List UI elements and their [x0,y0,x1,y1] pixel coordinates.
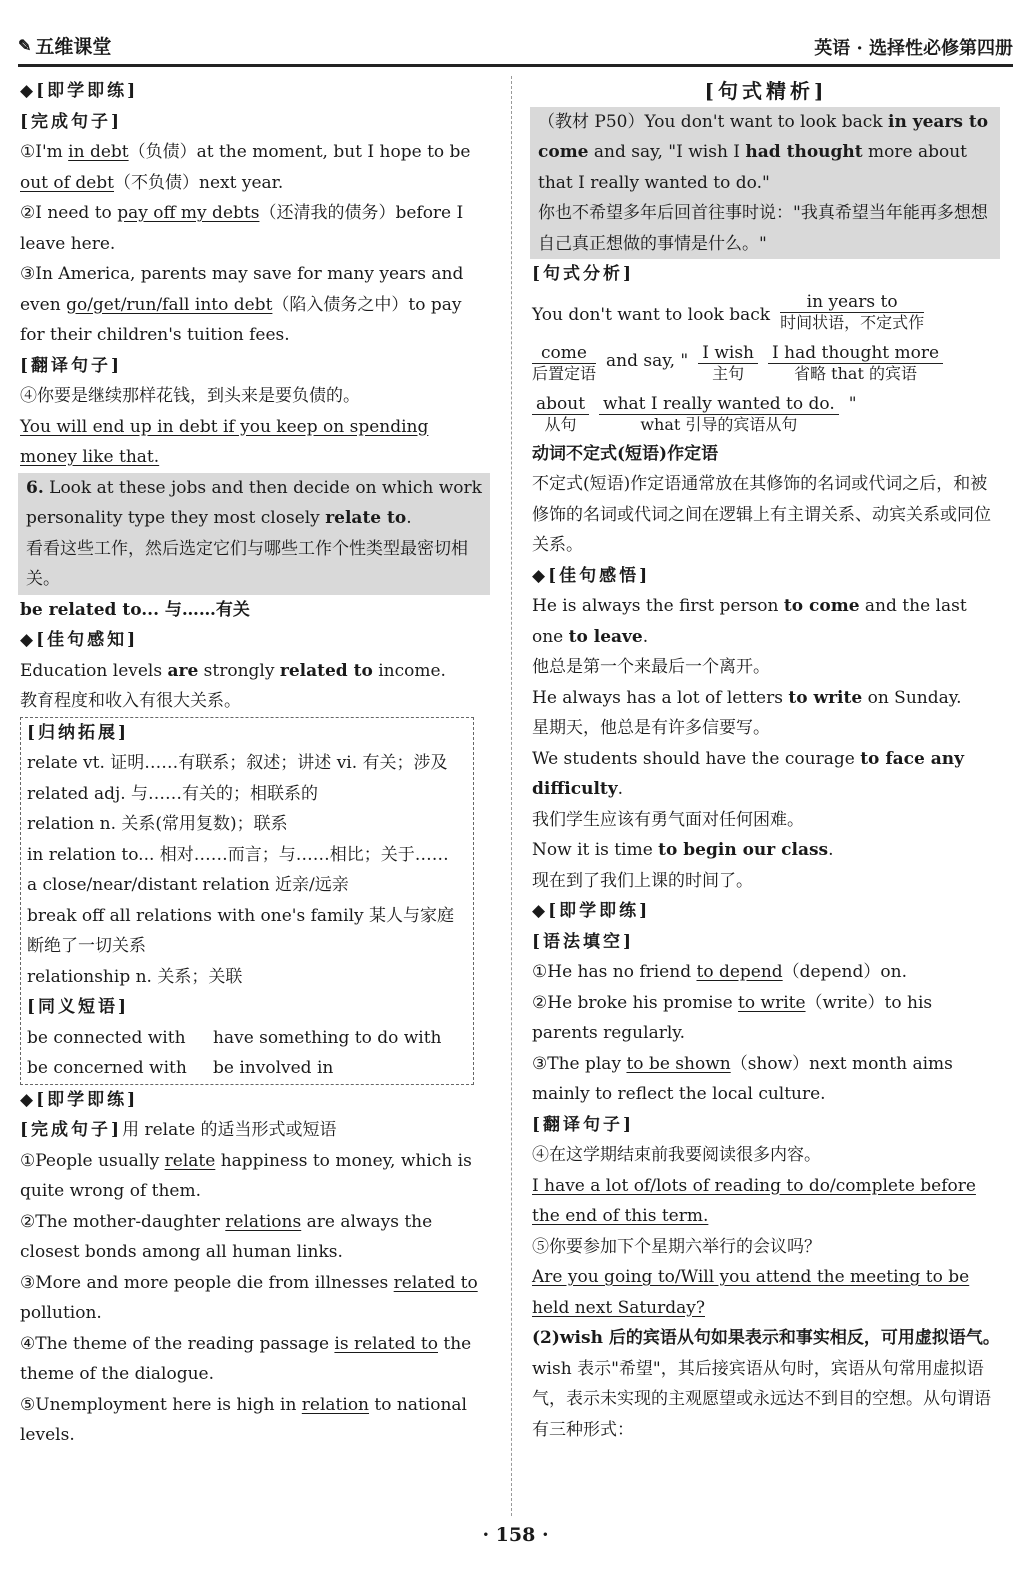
sub-tag: [句式分析] [532,264,635,284]
instruction: [完成句子]用 relate 的适当形式或短语 [20,1120,337,1140]
exercise-4: ④你要是继续那样花钱，到头来是要负债的。 [20,386,360,406]
exercise-2: ②I need to pay off my debts（还清我的债务）before I leave here. [20,203,464,254]
translate-5-answer: Are you going to/Will you attend the meeting to be held next Saturday? [532,1267,970,1318]
example-3-cn: 我们学生应该有勇气面对任何困难。 [532,809,804,830]
box-line: relation n. 关系(常用复数)；联系 [27,814,288,834]
box-line: relationship n. 关系；关联 [27,966,243,987]
answer: in debt [68,142,129,162]
item6-translation: 看看这些工作，然后选定它们与哪些工作个性类型最密切相关。 [26,538,468,589]
quote-translation: 你也不希望多年后回首往事时说："我真希望当年能再多想想自己真正想做的事情是什么。" [538,203,988,254]
right-column [532,76,1000,1445]
relate-exercise-5: ⑤Unemployment here is high in relation to national levels. [20,1394,467,1445]
section-tag: ◆[即学即练] [20,81,139,101]
answer: pay off my debts [117,203,260,223]
key-phrase: be related to... 与……有关 [20,599,250,620]
answer-4: You will end up in debt if you keep on spending money like that. [20,416,429,467]
analysis-line-3: about 从句 what I really wanted to do. what 引导的宾语从句 " [532,394,1000,435]
sub-tag: [翻译句子] [532,1114,635,1135]
example-1: He is always the first person to come and the last one to leave. [532,596,967,647]
analysis-line-1: You don't want to look back in years to 时间状语，不定式作 [532,291,925,332]
box-line: in relation to... 相对……而言；与……相比；关于…… [27,844,449,865]
summary-box [20,717,474,1085]
rule-title: 动词不定式(短语)作定语 [532,443,719,464]
section-tag: ◆[佳句感知] [20,630,139,650]
answer: out of debt [20,172,115,193]
sub-tag: [翻译句子] [20,355,123,376]
pencil-icon: ✎ [18,36,32,55]
example-sentence: Education levels are strongly related to income. [20,660,446,681]
brand-title: 五维课堂 [35,36,112,58]
wish-body: wish 表示"希望"，其后接宾语从句时，宾语从句常用虚拟语气，表示未实现的主观愿望或永远达不到目的空想。从句谓语有三种形式： [532,1358,991,1440]
example-3: We students should have the courage to face any difficulty. [532,748,964,799]
left-column [20,76,490,1451]
box-line: related adj. 与……有关的；相联系的 [27,783,319,804]
grammar-1: ①He has no friend to depend（depend）on. [532,962,907,982]
page-number: · 158 · [482,1524,549,1546]
translate-4-answer: I have a lot of/lots of reading to do/complete before the end of this term. [532,1175,976,1226]
synonym-row: be connected with have something to do with [27,1027,442,1048]
relate-exercise-1: ①People usually relate happiness to money, which is quite wrong of them. [20,1150,472,1201]
example-2: He always has a lot of letters to write on Sunday. [532,687,962,708]
section-title: [句式精析] [704,79,828,103]
textbook-quote: （教材 P50）You don't want to look back in years to come and say, "I wish I had thought more about that I really wanted to do." 你也不希望多年后回首往事时说："我真希望当年能再多想想自己真正想做的事情是什么。" [530,107,1000,260]
exercise-1: ①I'm in debt（负债）at the moment, but I hope to be out of debt（不负债）next year. [20,142,471,193]
synonym-row: be concerned with be involved in [27,1058,334,1078]
example-translation: 教育程度和收入有很大关系。 [20,691,241,711]
box-line: relate vt. 证明……有联系；叙述；讲述 vi. 有关；涉及 [27,753,448,773]
grammar-2: ②He broke his promise to write（write）to his parents regularly. [532,992,933,1043]
box-line: break off all relations with one's family 某人与家庭断绝了一切关系 [27,905,455,956]
translate-5: ⑤你要参加下个星期六举行的会议吗？ [532,1236,821,1257]
wish-title: (2)wish 后的宾语从句如果表示和事实相反，可用虚拟语气。 [532,1328,1000,1348]
section-tag: ◆[即学即练] [532,901,651,921]
example-2-cn: 星期天，他总是有许多信要写。 [532,718,770,738]
textbook-item-6: 6. Look at these jobs and then decide on which work personality type they most closely relate to. 看看这些工作，然后选定它们与哪些工作个性类型最密切相关。 [18,473,490,595]
section-tag: ◆[佳句感悟] [532,565,651,586]
example-1-cn: 他总是第一个来最后一个离开。 [532,657,770,677]
section-tag: ◆[即学即练] [20,1089,139,1110]
box-line: a close/near/distant relation 近亲/远亲 [27,875,349,895]
example-4: Now it is time to begin our class. [532,840,834,860]
page-header [18,28,1013,67]
exercise-3: ③In America, parents may save for many years and even go/get/run/fall into debt（陷入债务之中）to pay for their children's tuition fees. [20,264,464,345]
rule-body: 不定式(短语)作定语通常放在其修饰的名词或代词之后，和被修饰的名词或代词之间在逻辑上有主谓关系、动宾关系或同位关系。 [532,474,991,555]
box-title: [归纳拓展] [27,722,130,743]
relate-exercise-3: ③More and more people die from illnesses related to pollution. [20,1272,478,1323]
sub-tag: [完成句子] [20,111,123,132]
sub-tag: [语法填空] [532,931,635,952]
book-title: 英语 · 选择性必修第四册 [814,38,1013,59]
relate-exercise-2: ②The mother-daughter relations are always the closest bonds among all human links. [20,1211,433,1262]
brand [18,32,111,59]
example-4-cn: 现在到了我们上课的时间了。 [532,870,753,891]
translate-4: ④在这学期结束前我要阅读很多内容。 [532,1145,821,1165]
relate-exercise-4: ④The theme of the reading passage is related to the theme of the dialogue. [20,1333,472,1384]
answer: go/get/run/fall into debt [66,294,273,315]
box-subtitle: [同义短语] [27,997,130,1017]
analysis-line-2: come 后置定语 and say, " I wish 主句 I had thought more 省略 that 的宾语 [532,343,1000,384]
grammar-3: ③The play to be shown（show）next month aims mainly to reflect the local culture. [532,1053,953,1104]
column-divider [511,76,512,1516]
